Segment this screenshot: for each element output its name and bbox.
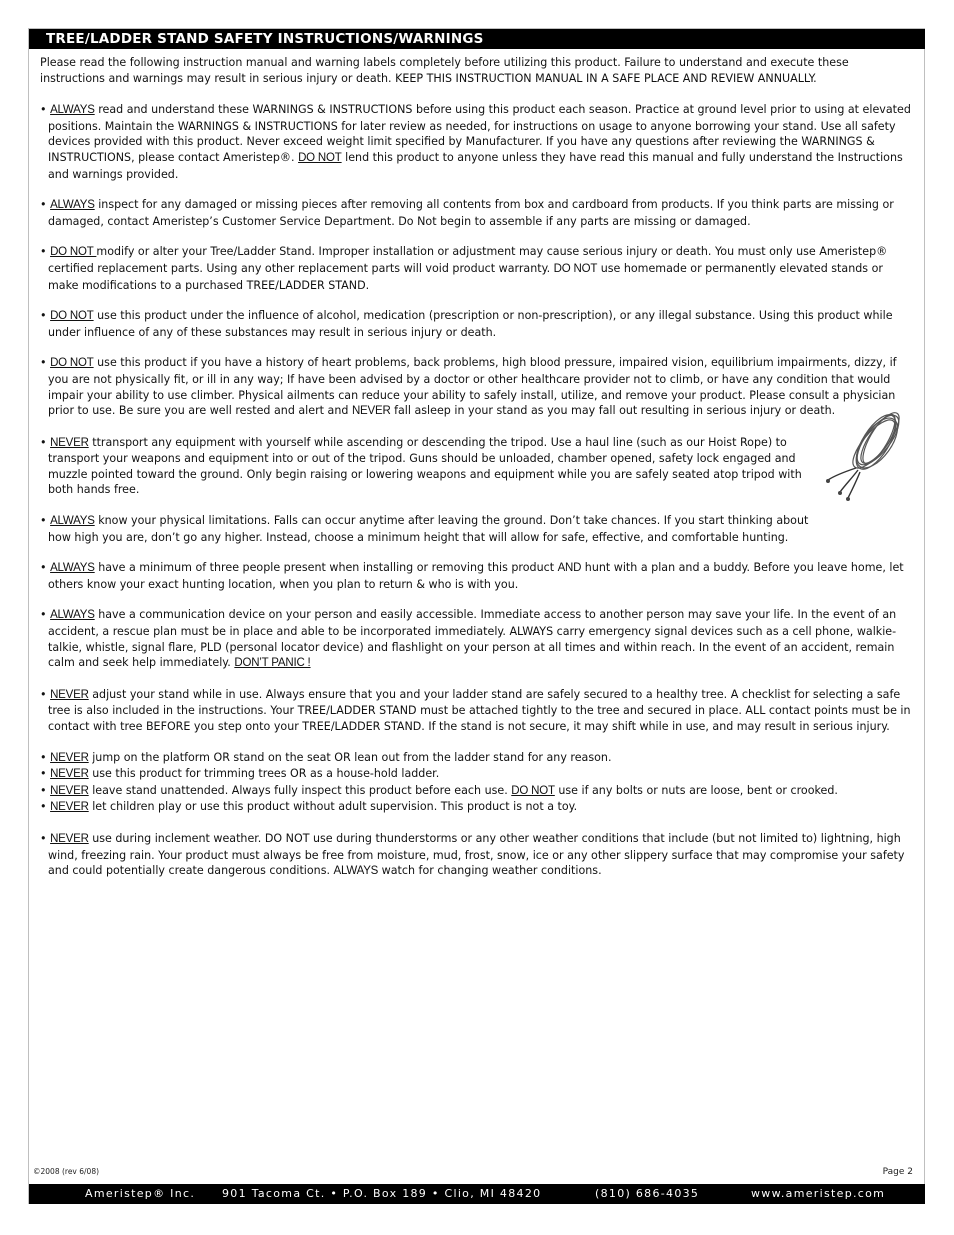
keyword: ALWAYS [50,104,95,117]
warning-never-weather: • NEVER use during inclement weather. DO NOT use during thunderstorms or any other weather conditions that include (but not limited to) lightning, high wind, freezing rain. Your product must always be free from moisture, mud, frost, snow, ice or any other slippery surface that may compromise your safety and could potentially create dangerous conditions. ALWAYS watch for changing weather conditions. [40,831,905,878]
keyword: DO NOT [298,151,342,164]
keyword: ALWAYS [333,865,379,878]
warning-never-unattended: • NEVER leave stand unattended. Always fully inspect this product before each use. DO NOT use if any bolts or nuts are loose, bent or crooked. [40,783,838,797]
warning-never-jump: • NEVER jump on the platform OR stand on the seat OR lean out from the ladder stand for any reason. [40,750,612,764]
page-title: TREE/LADDER STAND SAFETY INSTRUCTIONS/WARNINGS [29,29,925,49]
footer-company: Ameristep® Inc. [85,1187,196,1200]
warning-do-not-influence: • DO NOT use this product under the influence of alcohol, medication (prescription or non-prescription), or any illegal substance. Using this product while under influence of any of these substances may result in serious injury or death. [40,309,893,339]
keyword: NEVER [50,832,89,845]
keyword: ALWAYS [50,515,95,528]
intro-paragraph: Please read the following instruction manual and warning labels completely before utilizing this product. Failure to understand and execute these instructions and warnings may result in serious injury or death. KEEP THIS INSTRUCTION MANUAL IN A SAFE PLACE AND REVIEW ANNUALLY. [40,56,849,85]
keyword: NEVER [50,768,89,781]
keyword: NEVER [50,801,89,814]
copyright-notice: ©2008 (rev 6/08) [33,1167,100,1176]
warning-always-limitations: • ALWAYS know your physical limitations. Falls can occur anytime after leaving the ground. Don’t take chances. If you start thinking about how high you are, don’t go any higher. Instead, choose a minimum height that will allow for safe, effective, and comfortable hunting. [40,514,809,544]
keyword: ALWAYS [50,609,95,622]
warning-do-not-modify: • DO NOT modify or alter your Tree/Ladder Stand. Improper installation or adjustment may cause serious injury or death. You must only use Ameristep® certified replacement parts. Using any other replacement parts will void product warranty. DO NOT use homemade or permanently elevated stands or make modifications to a purchased TREE/LADDER STAND. [40,245,888,292]
keyword: DO NOT [50,310,94,323]
warning-never-transport: • NEVER ttransport any equipment with yourself while ascending or descending the tripod. Use a haul line (such as our Hoist Rope) to transport your weapons and equipment into or out of the tripod. Guns should be unloaded, chamber opened, safety lock engaged and muzzle pointed toward the ground. Only begin raising or lowering weapons and equipment while you are safely seated atop tripod with both hands free. [40,435,802,497]
keyword: ALWAYS [50,562,95,575]
hoist-rope-icon [822,398,912,503]
warning-do-not-health: • DO NOT use this product if you have a history of heart problems, back problems, high blood pressure, impaired vision, equilibrium impairments, dizzy, if you are not physically fit, or ill in any way; If have been advised by a doctor or other healthcare provider not to climb, or have any condition that would impair your ability to use climber. Physical ailments can reduce your ability to safely install, utilize, and remove your product. Please consult a physician prior to use. Be sure you are well rested and alert and NEVER fall asleep in your stand as you may fall out resulting in serious injury or death. [40,356,897,418]
footer-address: 901 Tacoma Ct. • P.O. Box 189 • Clio, MI 48420 [222,1187,542,1200]
keyword: DO NOT [511,784,555,797]
keyword: ALWAYS [50,199,95,212]
warning-never-children: • NEVER let children play or use this product without adult supervision. This product is not a toy. [40,800,578,814]
keyword: NEVER [50,751,89,764]
keyword: AND [557,562,582,575]
warning-never-trimming: • NEVER use this product for trimming trees OR as a house-hold ladder. [40,767,440,781]
footer-phone: (810) 686-4035 [595,1187,700,1200]
keyword: NEVER [50,688,89,701]
footer-website[interactable]: www.ameristep.com [751,1187,886,1200]
keyword: DO NOT [50,246,97,259]
footer-bar [29,1184,925,1204]
warning-always-read: • ALWAYS read and understand these WARNINGS & INSTRUCTIONS before using this product each season. Practice at ground level prior to using at elevated positions. Maintain the WARNINGS & INSTRUCTIONS for later review as needed, for instructions on usage to anyone borrowing your stand. Use all safety devices provided with this product. Never exceed weight limit specified by Manufacturer. If you have any questions after reviewing the WARNINGS & INSTRUCTIONS, please contact Ameristep®. DO NOT lend this product to anyone unless they have read this manual and fully understand the Instructions and warnings provided. [40,103,911,181]
keyword: NEVER [351,405,391,418]
keyword: NEVER [50,436,89,449]
keyword: NEVER [50,784,89,797]
page-number: Page 2 [882,1167,913,1177]
warning-always-communication: • ALWAYS have a communication device on your person and easily accessible. Immediate access to another person may save your life. In the event of an accident, a rescue plan must be in place and able to be incorporated immediately. ALWAYS carry emergency signal devices such as a cell phone, walkie-talkie, whistle, signal flare, PLD (personal locator device) and flashlight on your person at all times and within reach. In the event of an accident, remain calm and seek help immediately. DON’T PANIC ! [40,608,897,670]
warning-never-adjust: • NEVER adjust your stand while in use. Always ensure that you and your ladder stand are safely secured to a healthy tree. A checklist for selecting a safe tree is also included in the instructions. Your TREE/LADDER STAND must be attached tightly to the tree and secured in place. ALL contact points must be in contact with tree BEFORE you step onto your TREE/LADDER STAND. If the stand is not secure, it may shift while in use, and may result in serious injury. [40,687,911,733]
keyword: DO NOT [553,262,598,275]
document-body [40,55,912,895]
keyword: DO NOT [50,357,94,370]
keyword: DON’T PANIC ! [234,657,311,670]
warning-always-inspect: • ALWAYS inspect for any damaged or missing pieces after removing all contents from box and cardboard from products. If you think parts are missing or damaged, contact Ameristep’s Customer Service Department. Do Not begin to assemble if any parts are missing or damaged. [40,198,894,228]
warning-always-three-people: • ALWAYS have a minimum of three people present when installing or removing this product AND hunt with a plan and a buddy. Before you leave home, let others know your exact hunting location, when you plan to return & who is with you. [40,561,904,591]
